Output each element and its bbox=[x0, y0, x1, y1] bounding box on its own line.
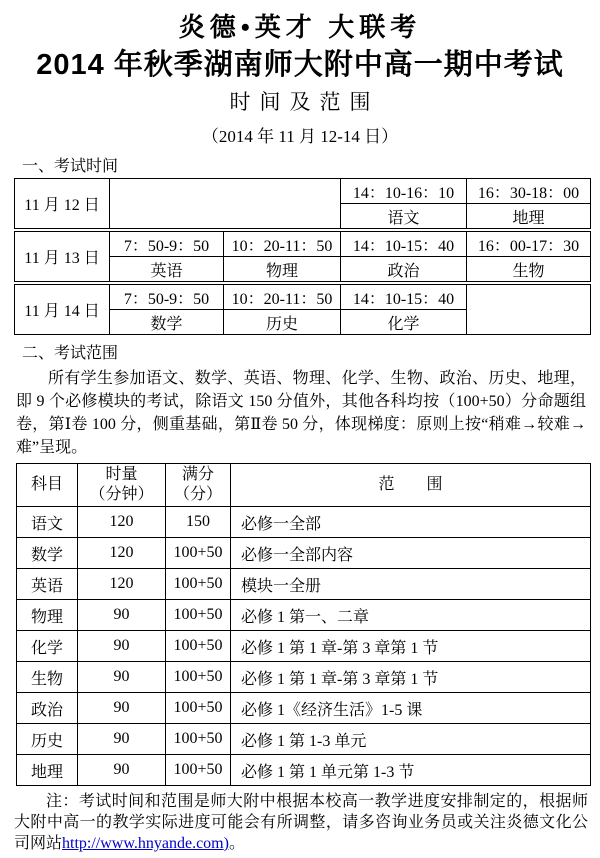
table-row bbox=[17, 507, 591, 538]
slot-subject-cell: 历史 bbox=[224, 310, 341, 335]
slot-subject-cell: 化学 bbox=[341, 310, 467, 335]
slot-time-cell: 14：10-15：40 bbox=[341, 230, 467, 257]
score-cell: 100+50 bbox=[166, 724, 231, 755]
score-cell: 150 bbox=[166, 507, 231, 538]
slot-subject-cell: 语文 bbox=[341, 204, 467, 231]
duration-cell: 120 bbox=[78, 569, 166, 600]
score-cell: 100+50 bbox=[166, 600, 231, 631]
subject-cell: 英语 bbox=[17, 569, 78, 600]
subject-cell: 物理 bbox=[17, 600, 78, 631]
header-score-line2: （分） bbox=[173, 486, 222, 503]
range-cell: 必修 1 第 1 单元第 1-3 节 bbox=[231, 755, 591, 786]
slot-subject-cell: 英语 bbox=[110, 257, 224, 284]
duration-cell: 90 bbox=[78, 724, 166, 755]
range-cell: 必修 1 第 1 章-第 3 章第 1 节 bbox=[231, 662, 591, 693]
empty-cell bbox=[110, 179, 341, 231]
slot-time-cell: 16：00-17：30 bbox=[467, 230, 591, 257]
slot-time-cell: 10：20-11：50 bbox=[224, 230, 341, 257]
scope-paragraph: 所有学生参加语文、数学、英语、物理、化学、生物、政治、历史、地理，即 9 个必修模块的考试，除语文 150 分值外，其他各科均按（100+50）分命题组卷，第Ⅰ卷 100 分，侧重基础，第Ⅱ卷 50 分，体现梯度：原则上按“稍难→较难→难”呈现。 bbox=[16, 370, 586, 456]
score-cell: 100+50 bbox=[166, 755, 231, 786]
table-row bbox=[17, 693, 591, 724]
schedule-date-cell: 11 月 14 日 bbox=[15, 283, 110, 335]
note-period: 。 bbox=[228, 835, 245, 852]
table-row bbox=[17, 724, 591, 755]
table-row bbox=[17, 662, 591, 693]
duration-cell: 90 bbox=[78, 662, 166, 693]
date-range: （2014 年 11 月 12-14 日） bbox=[201, 127, 399, 146]
page-title: 2014 年秋季湖南师大附中高一期中考试 bbox=[36, 49, 564, 81]
header-score-line1: 满分 bbox=[181, 466, 214, 483]
range-cell: 必修一全部内容 bbox=[231, 538, 591, 569]
table-row bbox=[17, 600, 591, 631]
table-row bbox=[15, 230, 591, 257]
subtitle: 时间及范围 bbox=[229, 90, 380, 114]
schedule-date-cell: 11 月 13 日 bbox=[15, 230, 110, 283]
link-suffix: ) bbox=[223, 835, 229, 852]
header-duration-line1: 时量 bbox=[105, 466, 138, 483]
slot-subject-cell: 地理 bbox=[467, 204, 591, 231]
slot-subject-cell: 物理 bbox=[224, 257, 341, 284]
slot-subject-cell: 生物 bbox=[467, 257, 591, 284]
empty-cell bbox=[467, 283, 591, 335]
header-subject: 科目 bbox=[17, 464, 78, 507]
slot-subject-cell: 数学 bbox=[110, 310, 224, 335]
subject-cell: 化学 bbox=[17, 631, 78, 662]
duration-cell: 90 bbox=[78, 693, 166, 724]
table-row bbox=[15, 283, 591, 310]
table-row bbox=[17, 631, 591, 662]
header-duration-line2: （分钟） bbox=[89, 486, 154, 503]
score-cell: 100+50 bbox=[166, 538, 231, 569]
section-heading-exam-time: 一、考试时间 bbox=[22, 158, 119, 175]
slot-time-cell: 16：30-18：00 bbox=[467, 179, 591, 204]
slot-time-cell: 14：10-15：40 bbox=[341, 283, 467, 310]
score-cell: 100+50 bbox=[166, 693, 231, 724]
exam-time-table bbox=[14, 178, 591, 335]
header-range: 范 围 bbox=[231, 464, 591, 507]
range-cell: 必修 1 第一、二章 bbox=[231, 600, 591, 631]
header-score bbox=[166, 464, 231, 507]
footer-note bbox=[14, 791, 588, 854]
website-link[interactable]: http://www.hnyande.com bbox=[62, 835, 224, 852]
slot-time-cell: 7：50-9：50 bbox=[110, 283, 224, 310]
score-cell: 100+50 bbox=[166, 569, 231, 600]
subject-cell: 语文 bbox=[17, 507, 78, 538]
duration-cell: 120 bbox=[78, 538, 166, 569]
schedule-date-cell: 11 月 12 日 bbox=[15, 179, 110, 231]
subject-cell: 数学 bbox=[17, 538, 78, 569]
subject-cell: 地理 bbox=[17, 755, 78, 786]
table-row bbox=[15, 179, 591, 204]
subject-cell: 生物 bbox=[17, 662, 78, 693]
exam-scope-table bbox=[16, 463, 591, 786]
note-text: 注：考试时间和范围是师大附中根据本校高一教学进度安排制定的，根据师大附中高一的教学实际进度可能会有所调整，请多咨询业务员或关注炎德文化公司网站 bbox=[14, 793, 588, 852]
duration-cell: 120 bbox=[78, 507, 166, 538]
slot-time-cell: 14：10-16：10 bbox=[341, 179, 467, 204]
range-cell: 必修 1《经济生活》1-5 课 bbox=[231, 693, 591, 724]
section-heading-exam-scope: 二、考试范围 bbox=[22, 345, 119, 362]
table-row bbox=[17, 569, 591, 600]
duration-cell: 90 bbox=[78, 755, 166, 786]
range-cell: 模块一全册 bbox=[231, 569, 591, 600]
header-duration bbox=[78, 464, 166, 507]
brand-title: 炎德•英才 大联考 bbox=[178, 13, 422, 42]
subject-cell: 历史 bbox=[17, 724, 78, 755]
table-row bbox=[17, 538, 591, 569]
slot-time-cell: 10：20-11：50 bbox=[224, 283, 341, 310]
duration-cell: 90 bbox=[78, 631, 166, 662]
subject-cell: 政治 bbox=[17, 693, 78, 724]
slot-subject-cell: 政治 bbox=[341, 257, 467, 284]
slot-time-cell: 7：50-9：50 bbox=[110, 230, 224, 257]
range-cell: 必修 1 第 1-3 单元 bbox=[231, 724, 591, 755]
range-cell: 必修 1 第 1 章-第 3 章第 1 节 bbox=[231, 631, 591, 662]
score-cell: 100+50 bbox=[166, 662, 231, 693]
table-header-row bbox=[17, 464, 591, 507]
duration-cell: 90 bbox=[78, 600, 166, 631]
range-cell: 必修一全部 bbox=[231, 507, 591, 538]
score-cell: 100+50 bbox=[166, 631, 231, 662]
table-row bbox=[17, 755, 591, 786]
